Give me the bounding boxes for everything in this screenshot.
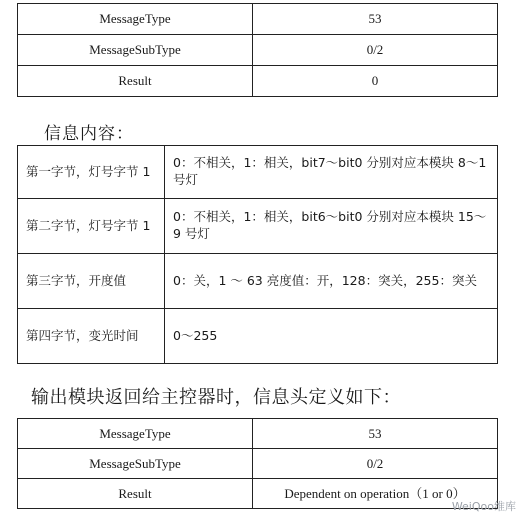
field-value: 0/2 [253,449,498,479]
byte-description: 0：不相关，1：相关，bit7～bit0 分别对应本模块 8～1 号灯 [165,146,498,199]
field-name: MessageType [18,4,253,35]
field-value: 53 [253,4,498,35]
watermark: WeiQoo维库 [451,500,516,513]
byte-description: 0～255 [165,309,498,364]
table-row [18,419,498,449]
table-row [18,449,498,479]
table-row [18,479,498,509]
table-row [18,309,498,364]
field-value: Dependent on operation（1 or 0） [253,479,498,509]
byte-label: 第二字节，灯号字节 1 [18,199,165,254]
table-row [18,4,498,35]
field-value: 53 [253,419,498,449]
table-row [18,199,498,254]
message-header-table [17,3,498,97]
info-content-heading: 信息内容： [44,124,134,144]
field-value: 0 [253,66,498,97]
byte-description: 0：关，1 ～ 63 亮度值：开，128：突关，255：突关 [165,254,498,309]
table-row [18,35,498,66]
field-name: Result [18,66,253,97]
field-name: MessageType [18,419,253,449]
return-header-heading: 输出模块返回给主控器时，信息头定义如下： [31,387,401,408]
field-name: MessageSubType [18,449,253,479]
field-name: Result [18,479,253,509]
field-name: MessageSubType [18,35,253,66]
table-row [18,66,498,97]
byte-description: 0：不相关，1：相关，bit6～bit0 分别对应本模块 15～9 号灯 [165,199,498,254]
return-header-table [17,418,498,509]
info-content-table [17,145,498,364]
byte-label: 第四字节，变光时间 [18,309,165,364]
byte-label: 第三字节，开度值 [18,254,165,309]
byte-label: 第一字节，灯号字节 1 [18,146,165,199]
field-value: 0/2 [253,35,498,66]
table-row [18,146,498,199]
table-row [18,254,498,309]
